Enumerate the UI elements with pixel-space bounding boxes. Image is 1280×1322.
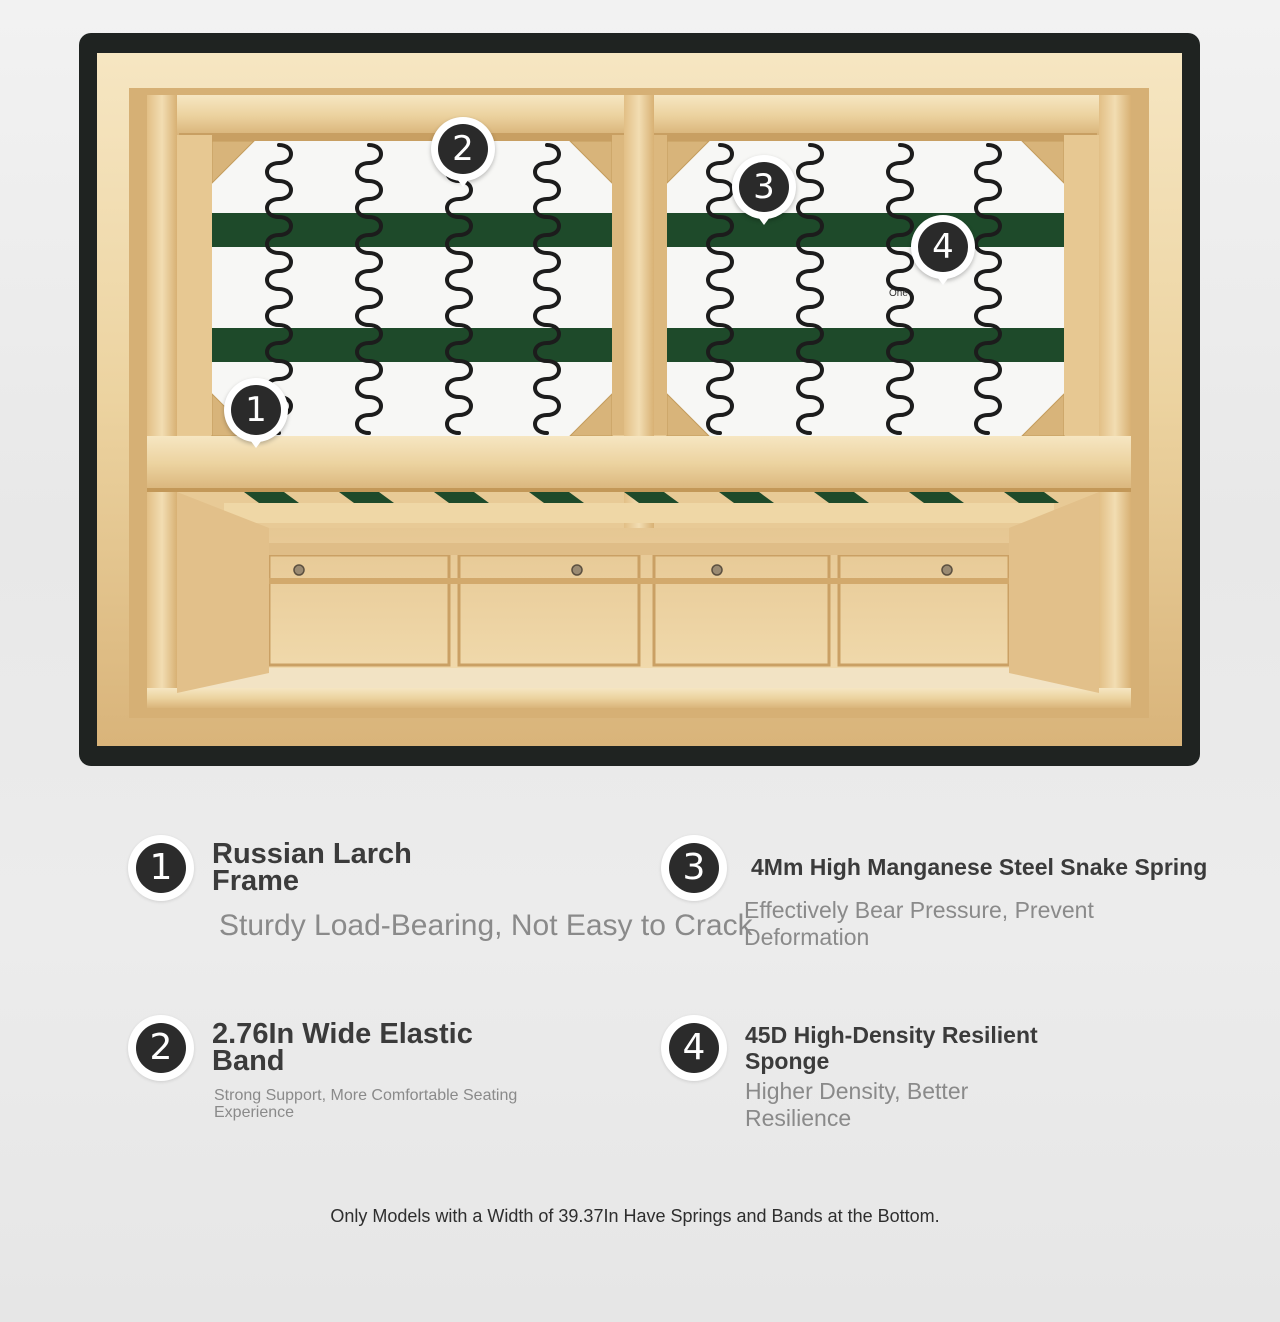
- bolt: [294, 565, 304, 575]
- feature-2-badge: [128, 1015, 194, 1081]
- marker-number: 4: [918, 222, 968, 272]
- feature-4-description: [745, 1078, 968, 1132]
- feature-4-title-line2: Sponge: [745, 1048, 830, 1074]
- feature-3-title: 4Mm High Manganese Steel Snake Spring: [751, 854, 1208, 880]
- marker-2: [431, 117, 495, 195]
- left-post: [147, 95, 177, 707]
- feature-2-title-line1: 2.76In Wide Elastic: [212, 1018, 473, 1050]
- feature-2-title: [212, 1018, 473, 1077]
- marker-number: 1: [231, 385, 281, 435]
- feature-1-title-line1: Russian Larch: [212, 838, 412, 870]
- feature-2-description-line2: Experience: [214, 1104, 295, 1121]
- feature-1-number: 1: [136, 843, 186, 893]
- lower-floor: [179, 668, 1099, 688]
- feature-2-number: 2: [136, 1023, 186, 1073]
- feature-4-badge: [661, 1015, 727, 1081]
- feature-3-description: [744, 897, 1094, 951]
- elastic-band: [667, 328, 1064, 362]
- marker-number: 3: [739, 162, 789, 212]
- marker-number: 2: [438, 124, 488, 174]
- seat-front-rail: [147, 436, 1131, 491]
- footnote: Only Models with a Width of 39.37In Have Springs and Bands at the Bottom.: [330, 1206, 940, 1226]
- feature-1-title-line2: Frame: [212, 865, 300, 897]
- feature-4-title: [745, 1022, 1038, 1074]
- feature-1-description: Sturdy Load-Bearing, Not Easy to Crack: [219, 909, 753, 942]
- feature-2-title-line2: Band: [212, 1045, 285, 1077]
- feature-4-description-line1: Higher Density, Better: [745, 1078, 969, 1104]
- bolt: [572, 565, 582, 575]
- bolt: [942, 565, 952, 575]
- feature-2-description: [214, 1087, 517, 1121]
- marker-4: [911, 215, 975, 293]
- illustration-small-label: One: [889, 288, 908, 299]
- marker-1: [224, 378, 288, 456]
- bolt: [712, 565, 722, 575]
- marker-3: [732, 155, 796, 233]
- feature-4-description-line2: Resilience: [745, 1105, 852, 1131]
- feature-1-title: [212, 838, 412, 897]
- feature-2-description-line1: Strong Support, More Comfortable Seating: [214, 1087, 518, 1104]
- feature-3-badge: [661, 835, 727, 901]
- feature-3-number: 3: [669, 843, 719, 893]
- feature-3-description-line2: Deformation: [744, 924, 870, 950]
- feature-4-number: 4: [669, 1023, 719, 1073]
- feature-4-title-line1: 45D High-Density Resilient: [745, 1022, 1038, 1048]
- feature-1-badge: [128, 835, 194, 901]
- right-post: [1099, 95, 1131, 707]
- feature-3-description-line1: Effectively Bear Pressure, Prevent: [744, 897, 1094, 923]
- sofa-frame-illustration: [79, 33, 1200, 766]
